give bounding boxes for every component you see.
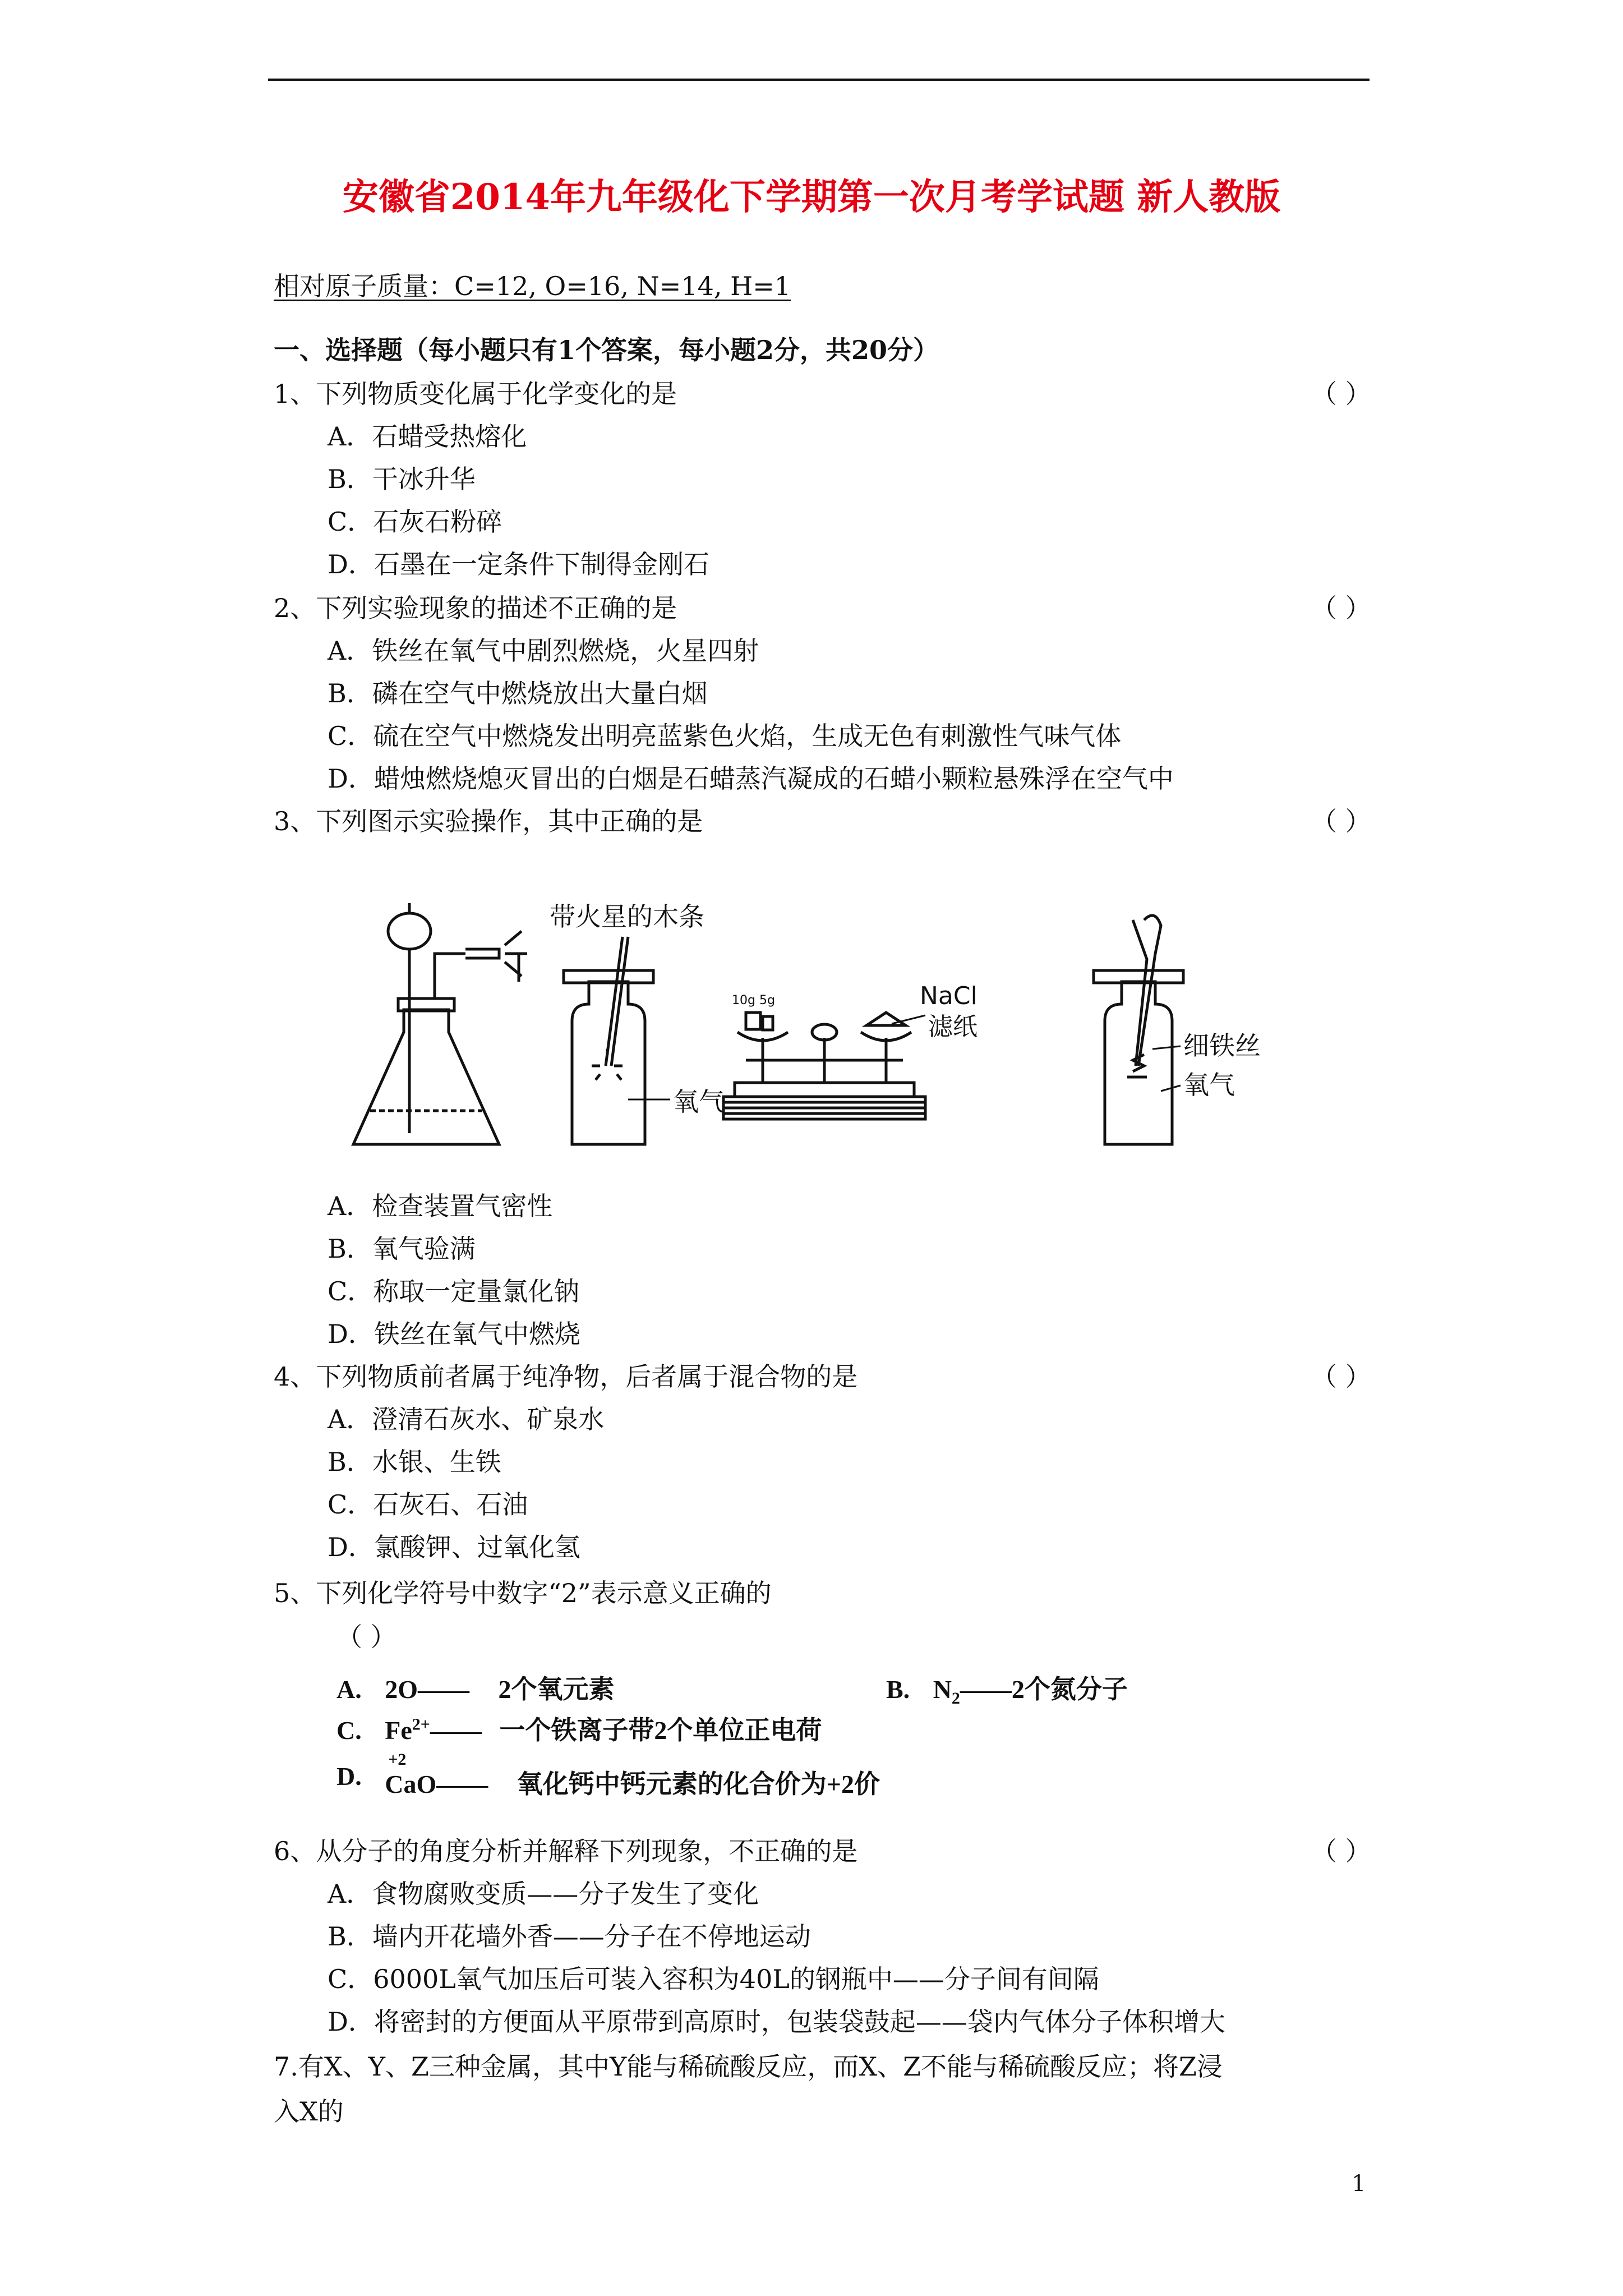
q6-option-b: B．墙内开花墙外香——分子在不停地运动	[328, 1921, 811, 1952]
label-filter-paper: 滤纸	[928, 1013, 978, 1041]
q5-c-dash: ——	[430, 1716, 482, 1745]
q2-stem: 2、下列实验现象的描述不正确的是	[274, 593, 677, 623]
q5-b-symbol: N	[933, 1675, 952, 1704]
q3-option-c: C．称取一定量氯化钠	[328, 1276, 580, 1306]
q5-option-d	[336, 1750, 880, 1798]
q5-a-label: A.	[336, 1675, 362, 1704]
q5-b-label: B.	[886, 1675, 910, 1704]
q6-option-d: D．将密封的方便面从平原带到高原时，包装袋鼓起——袋内气体分子体积增大	[328, 2007, 1225, 2037]
q1-option-d: D．石墨在一定条件下制得金刚石	[328, 549, 709, 579]
q4-option-b: B．水银、生铁	[328, 1447, 501, 1477]
q6-option-c: C．6000L氧气加压后可装入容积为40L的钢瓶中——分子间有间隔	[328, 1964, 1099, 1994]
q5-answer-blank: （ ）	[336, 1622, 396, 1652]
oxygen-bottle-icon	[564, 937, 653, 1144]
flask-apparatus-icon	[353, 903, 527, 1144]
q4-stem: 4、下列物质前者属于纯净物，后者属于混合物的是	[274, 1361, 858, 1392]
label-oxygen-d: 氧气	[1183, 1070, 1235, 1100]
header-rule	[268, 79, 1370, 81]
page-number: 1	[1352, 2171, 1366, 2197]
q4-option-a: A．澄清石灰水、矿泉水	[328, 1404, 605, 1434]
q5-d-text: 氧化钙中钙元素的化合价为+2价	[517, 1770, 880, 1798]
label-oxygen-b: 氧气	[673, 1087, 725, 1117]
section-heading: 一、选择题（每小题只有1个答案，每小题2分，共20分）	[274, 335, 939, 365]
q1-option-a: A．石蜡受热熔化	[328, 421, 527, 452]
q5-c-label: C.	[336, 1716, 362, 1745]
label-nacl: NaCl	[920, 982, 978, 1010]
balance-icon	[723, 1013, 925, 1119]
q2-option-a: A．铁丝在氧气中剧烈燃烧，火星四射	[328, 636, 759, 666]
q3-answer-blank: （ ）	[1311, 806, 1371, 836]
q5-d-symbol: CaO	[385, 1770, 437, 1798]
q2-answer-blank: （ ）	[1311, 593, 1371, 623]
label-weights: 10g 5g	[732, 993, 775, 1007]
iron-wire-bottle-icon	[1094, 915, 1183, 1144]
q2-option-b: B．磷在空气中燃烧放出大量白烟	[328, 678, 708, 708]
q3-option-d: D．铁丝在氧气中燃烧	[328, 1319, 580, 1349]
q6-option-a: A．食物腐败变质——分子发生了变化	[328, 1879, 759, 1909]
q5-b-dash: ——	[960, 1675, 1012, 1704]
q6-answer-blank: （ ）	[1311, 1836, 1371, 1866]
q1-option-b: B．干冰升华	[328, 464, 476, 494]
q5-b-subscript: 2	[951, 1689, 960, 1708]
q5-c-text: 一个铁离子带2个单位正电荷	[499, 1716, 822, 1745]
q5-option-c	[336, 1710, 822, 1747]
q5-a-dash: ——	[418, 1675, 470, 1704]
q5-c-symbol: Fe	[385, 1716, 412, 1745]
q5-d-label: D.	[336, 1762, 362, 1791]
q4-answer-blank: （ ）	[1311, 1361, 1371, 1392]
q3-option-a: A．检查装置气密性	[328, 1191, 553, 1221]
q1-option-c: C．石灰石粉碎	[328, 507, 502, 537]
label-stick: 带火星的木条	[550, 901, 704, 932]
q4-option-d: D．氯酸钾、过氧化氢	[328, 1532, 580, 1562]
q4-option-c: C．石灰石、石油	[328, 1489, 528, 1520]
q3-stem: 3、下列图示实验操作，其中正确的是	[274, 806, 703, 836]
q1-answer-blank: （ ）	[1311, 379, 1371, 409]
q6-stem: 6、从分子的角度分析并解释下列现象，不正确的是	[274, 1836, 858, 1866]
q5-d-dash: ——	[436, 1770, 488, 1798]
q5-stem: 5、下列化学符号中数字“2”表示意义正确的	[274, 1578, 772, 1608]
q5-a-symbol: 2O	[385, 1675, 418, 1704]
q5-a-text: 2个氧元素	[498, 1675, 615, 1704]
q5-option-a	[336, 1669, 615, 1706]
q3-figure	[336, 898, 1318, 1156]
q2-option-c: C．硫在空气中燃烧发出明亮蓝紫色火焰，生成无色有刺激性气味气体	[328, 721, 1122, 751]
q7-line-1: 7.有X、Y、Z三种金属，其中Y能与稀硫酸反应，而X、Z不能与稀硫酸反应；将Z浸	[274, 2051, 1223, 2082]
q3-option-b: B．氧气验满	[328, 1234, 476, 1264]
q2-option-d: D．蜡烛燃烧熄灭冒出的白烟是石蜡蒸汽凝成的石蜡小颗粒悬殊浮在空气中	[328, 763, 1174, 794]
atomic-mass: 相对原子质量：C=12, O=16, N=14, H=1	[274, 271, 791, 301]
q5-option-b	[886, 1669, 1128, 1708]
page-title: 安徽省2014年九年级化下学期第一次月考学试题 新人教版	[342, 176, 1281, 218]
q5-c-superscript: 2+	[412, 1715, 430, 1734]
q1-stem: 1、下列物质变化属于化学变化的是	[274, 379, 677, 409]
label-iron-wire: 细铁丝	[1183, 1030, 1261, 1061]
q7-line-2: 入X的	[274, 2096, 344, 2127]
q5-b-text: 2个氮分子	[1011, 1675, 1128, 1704]
q5-d-valence: +2	[388, 1750, 407, 1769]
